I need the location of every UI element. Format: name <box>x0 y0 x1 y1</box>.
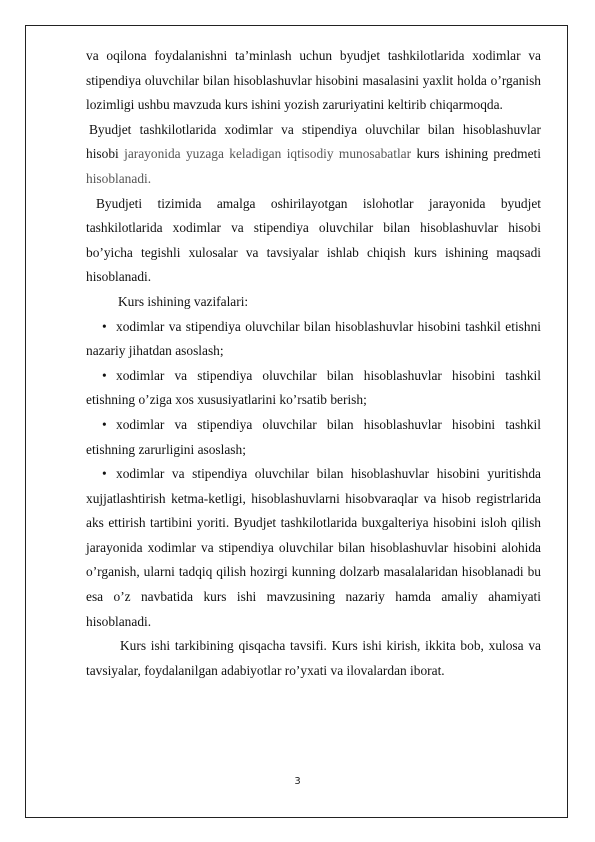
subject-text-mid: kurs ishining predmeti <box>411 146 541 162</box>
task-text: xodimlar va stipendiya oluvchilar bilan hisoblashuvlar hisobini tashkil etishning o’ziga xos xususiyatlarini ko’rsatib berish; <box>86 367 541 408</box>
bullet-icon: • <box>102 466 107 482</box>
task-text: xodimlar va stipendiya oluvchilar bilan hisoblashuvlar hisobini tashkil etishning zarurligini asoslash; <box>86 416 541 457</box>
bullet-icon: • <box>102 318 107 334</box>
task-item-4 <box>86 462 541 634</box>
task-item-2 <box>86 364 541 413</box>
intro-paragraph: va oqilona foydalanishni ta’minlash uchun byudjet tashkilotlarida xodimlar va stipendiya oluvchilar bilan hisoblashuvlar hisobini masalasini yaxlit holda o’rganish lozimligi ushbu mavzuda kurs ishini yozish zaruriyatini keltirib chiqarmoqda. <box>86 48 541 113</box>
task-text: xodimlar va stipendiya oluvchilar bilan hisoblashuvlar hisobini yuritishda xujjatlashtirish ketma-ketligi, hisoblashuvlarni hisobvaraqlar va hisob registrlarida aks ettirish tartibini yoriti. Byudjet tashkilotlarida buxgalteriya hisobini isloh qilish jarayonida xodimlar va stipendiya oluvchilar bilan hisoblashuvlar hisobini alohida o’rganish, ularni tadqiq qilish hozirgi kunning dolzarb masalalaridan hisoblanadi bu esa o’z navbatida kurs ishi mavzusining nazariy hamda amaliy ahamiyati hisoblanadi. <box>86 466 541 629</box>
document-body <box>86 44 541 683</box>
goal-paragraph: Byudjeti tizimida amalga oshirilayotgan islohotlar jarayonida byudjet tashkilotlarida xodimlar va stipendiya oluvchilar bilan hisoblashuvlar hisobi bo’yicha tegishli xulosalar va tavsiyalar ishlab chiqish kurs ishining maqsadi hisoblanadi. <box>86 195 541 285</box>
task-text: xodimlar va stipendiya oluvchilar bilan hisoblashuvlar hisobini tashkil etishni nazariy jihatdan asoslash; <box>86 318 541 359</box>
bullet-icon: • <box>102 367 107 383</box>
subject-text-start: Byudjet tashkilotlarida xodimlar va stipendiya oluvchilar bilan hisoblashuvlar hisobi <box>86 121 541 162</box>
bullet-icon: • <box>102 416 107 432</box>
tasks-heading: Kurs ishining vazifalari: <box>118 293 249 309</box>
page-number: 3 <box>294 776 301 787</box>
subject-paragraph <box>86 118 541 192</box>
structure-paragraph: Kurs ishi tarkibining qisqacha tavsifi. Kurs ishi kirish, ikkita bob, xulosa va tavsiyalar, foydalanilgan adabiyotlar ro’yxati va ilovalardan iborat. <box>86 638 541 678</box>
task-item-1 <box>86 315 541 364</box>
task-item-3 <box>86 413 541 462</box>
subject-text-end: hisoblanadi. <box>86 170 152 186</box>
subject-text-highlight: jarayonida yuzaga keladigan iqtisodiy munosabatlar <box>124 146 412 162</box>
